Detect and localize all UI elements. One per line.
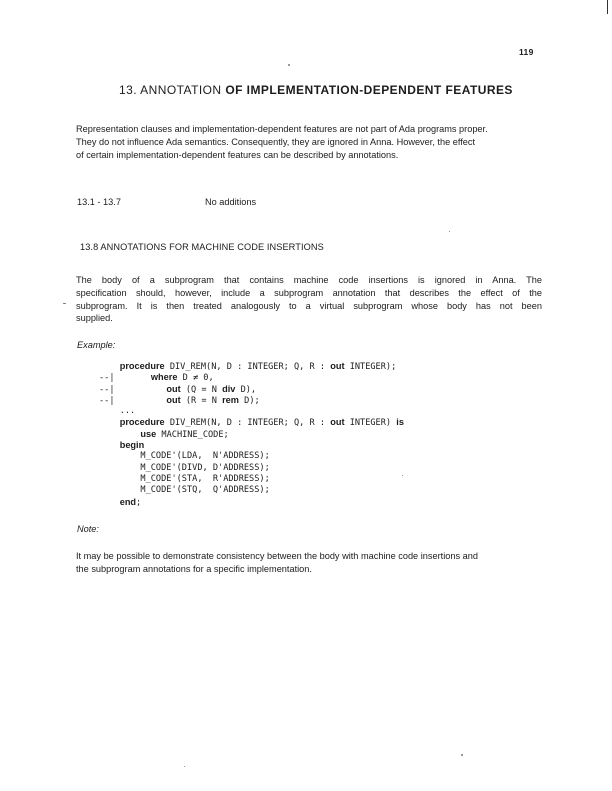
code-line (99, 384, 404, 395)
intro-line: They do not influence Ada semantics. Consequently, they are ignored in Anna. However, the effect (76, 136, 476, 147)
code-keyword: div (222, 383, 236, 394)
scan-speck (63, 303, 66, 304)
code-text: DIV_REM(N, D : INTEGER; Q, R : (164, 418, 331, 429)
scan-speck (184, 766, 185, 767)
body-line: specification should, however, include a subprogram annotation that describes the effect of the (76, 287, 542, 298)
code-keyword: use (140, 428, 157, 439)
scan-edge-mark (607, 0, 608, 14)
code-line (99, 440, 404, 451)
code-line (99, 485, 404, 496)
note-label: Note: (77, 524, 99, 534)
code-keyword: out (166, 383, 181, 394)
note-line: the subprogram annotations for a specific implementation. (76, 563, 312, 574)
annotation-marker: --| (99, 395, 115, 406)
section-13-8-heading: 13.8 ANNOTATIONS FOR MACHINE CODE INSERTIONS (80, 242, 324, 252)
code-text: (R = N (180, 395, 223, 406)
code-keyword: is (396, 417, 404, 428)
code-text: M_CODE'(STQ, Q'ADDRESS); (140, 485, 270, 496)
code-line (99, 372, 404, 383)
code-line (99, 406, 404, 417)
code-keyword: out (330, 417, 345, 428)
code-keyword: procedure (119, 361, 165, 371)
code-keyword: procedure (119, 417, 165, 428)
code-example (99, 361, 404, 508)
code-line (99, 395, 404, 406)
code-text: M_CODE'(DIVD, D'ADDRESS); (140, 462, 270, 473)
code-keyword: rem (222, 394, 239, 405)
code-line (99, 463, 404, 474)
body-line: The body of a subprogram that contains machine code insertions is ignored in Anna. The (76, 275, 542, 285)
section-13-1-text: No additions (205, 197, 257, 207)
intro-line: Representation clauses and implementation-dependent features are not part of Ada programs proper. (76, 124, 488, 134)
code-text: (Q = N (180, 384, 223, 395)
code-line (99, 429, 404, 440)
chapter-title-prefix: 13. ANNOTATION (119, 83, 226, 97)
section-13-8-paragraph (76, 274, 542, 325)
chapter-title (119, 83, 513, 97)
code-line (99, 361, 404, 372)
intro-line: of certain implementation-dependent features can be described by annotations. (76, 149, 399, 160)
code-text: M_CODE'(LDA, N'ADDRESS); (140, 451, 270, 462)
scan-speck (288, 64, 290, 66)
code-keyword: begin (119, 440, 145, 451)
scan-speck (402, 475, 403, 476)
body-line: supplied. (76, 313, 113, 324)
code-keyword: out (166, 394, 181, 405)
code-line (99, 451, 404, 462)
code-line (99, 417, 404, 428)
intro-paragraph (76, 123, 542, 161)
code-text: D); (238, 395, 260, 406)
code-text: D), (235, 384, 257, 395)
scan-speck (461, 754, 463, 756)
code-text: DIV_REM(N, D : INTEGER; Q, R : (164, 362, 331, 372)
code-text: INTEGER); (344, 362, 397, 372)
note-line: It may be possible to demonstrate consistency between the body with machine code insertions and (76, 551, 478, 561)
code-text: MACHINE_CODE; (156, 429, 229, 440)
code-line (99, 497, 404, 508)
body-line: subprogram. It is then treated analogously to a virtual subprogram whose body has not been (76, 300, 542, 311)
note-paragraph (76, 550, 542, 576)
code-line (99, 474, 404, 485)
code-text: INTEGER) (344, 418, 397, 429)
page-number: 119 (519, 47, 534, 57)
code-keyword: out (330, 361, 345, 371)
chapter-title-bold: OF IMPLEMENTATION-DEPENDENT FEATURES (225, 83, 513, 97)
example-label: Example: (77, 340, 116, 350)
annotation-marker: --| (99, 373, 115, 384)
code-keyword: where (150, 372, 178, 383)
code-text: ; (136, 497, 142, 508)
code-text: D ≠ 0, (177, 373, 214, 384)
section-13-1-number: 13.1 - 13.7 (77, 197, 121, 207)
scan-speck (449, 231, 450, 232)
code-keyword: end (119, 496, 137, 507)
annotation-marker: --| (99, 384, 115, 395)
code-text: ... (119, 406, 136, 417)
code-text: M_CODE'(STA, R'ADDRESS); (140, 473, 270, 484)
